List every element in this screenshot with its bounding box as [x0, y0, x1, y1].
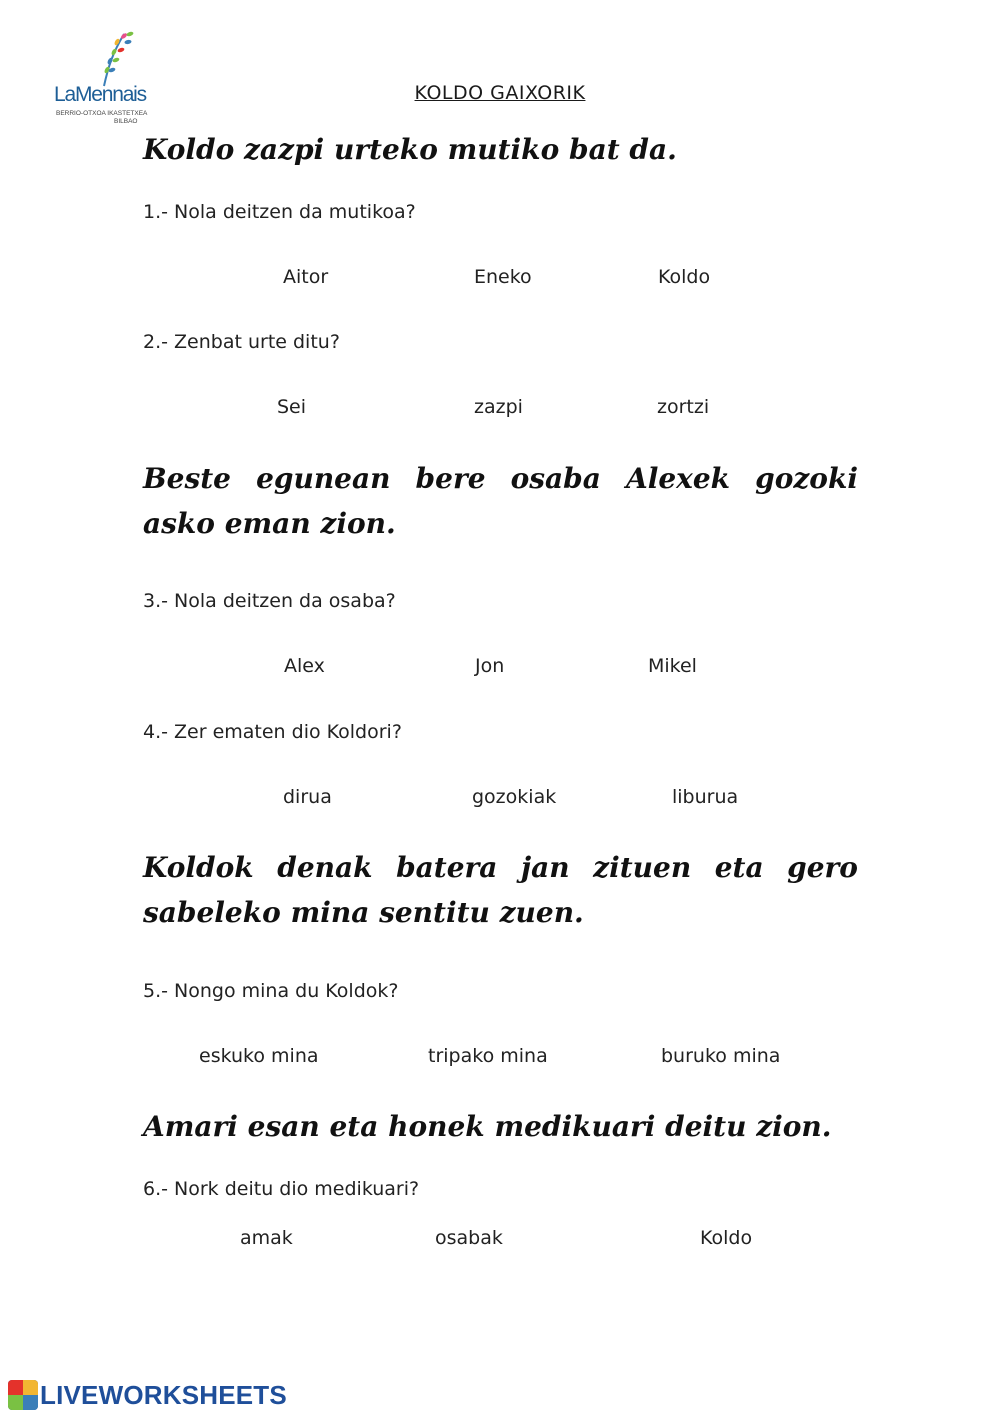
answer-option[interactable]: dirua — [283, 786, 332, 808]
liveworksheets-logo-icon — [8, 1380, 38, 1410]
answer-option[interactable]: Alex — [284, 655, 325, 677]
footer-brand — [8, 1378, 287, 1412]
reading-passage: Amari esan eta honek medikuari deitu zion. — [143, 1110, 832, 1143]
answer-option[interactable]: liburua — [672, 786, 739, 808]
question-text: 1.- Nola deitzen da mutikoa? — [143, 201, 416, 223]
answer-option[interactable]: buruko mina — [661, 1045, 781, 1067]
answer-option[interactable]: Jon — [475, 655, 505, 677]
reading-passage: Koldo zazpi urteko mutiko bat da. — [143, 133, 677, 166]
answer-option[interactable]: Eneko — [474, 266, 532, 288]
question-text: 6.- Nork deitu dio medikuari? — [143, 1178, 420, 1200]
question-text: 3.- Nola deitzen da osaba? — [143, 590, 396, 612]
page-title: KOLDO GAIXORIK — [414, 82, 586, 104]
answer-option[interactable]: amak — [240, 1227, 293, 1249]
question-text: 2.- Zenbat urte ditu? — [143, 331, 340, 353]
answer-option[interactable]: eskuko mina — [199, 1045, 319, 1067]
answer-option[interactable]: Koldo — [700, 1227, 753, 1249]
answer-option[interactable]: gozokiak — [472, 786, 557, 808]
answer-option[interactable]: Mikel — [648, 655, 697, 677]
answer-option[interactable]: zazpi — [474, 396, 523, 418]
logo-subtitle: BERRIO-OTXOA IKASTETXEA — [56, 110, 148, 117]
leaf-logo-icon — [90, 28, 142, 88]
question-text: 4.- Zer ematen dio Koldori? — [143, 721, 402, 743]
question-text: 5.- Nongo mina du Koldok? — [143, 980, 399, 1002]
answer-option[interactable]: tripako mina — [428, 1045, 548, 1067]
logo-brand-text: LaMennais — [54, 83, 146, 106]
footer-brand-text: LIVEWORKSHEETS — [40, 1379, 287, 1410]
answer-option[interactable]: zortzi — [657, 396, 710, 418]
reading-passage: Koldok denak batera jan zituen eta gero sabeleko mina sentitu zuen. — [143, 851, 858, 929]
answer-option[interactable]: Sei — [277, 396, 307, 418]
answer-option[interactable]: Koldo — [658, 266, 711, 288]
logo-city: BILBAO — [114, 118, 138, 125]
answer-option[interactable]: osabak — [435, 1227, 503, 1249]
reading-passage: Beste egunean bere osaba Alexek gozoki asko eman zion. — [143, 462, 858, 540]
answer-option[interactable]: Aitor — [283, 266, 329, 288]
